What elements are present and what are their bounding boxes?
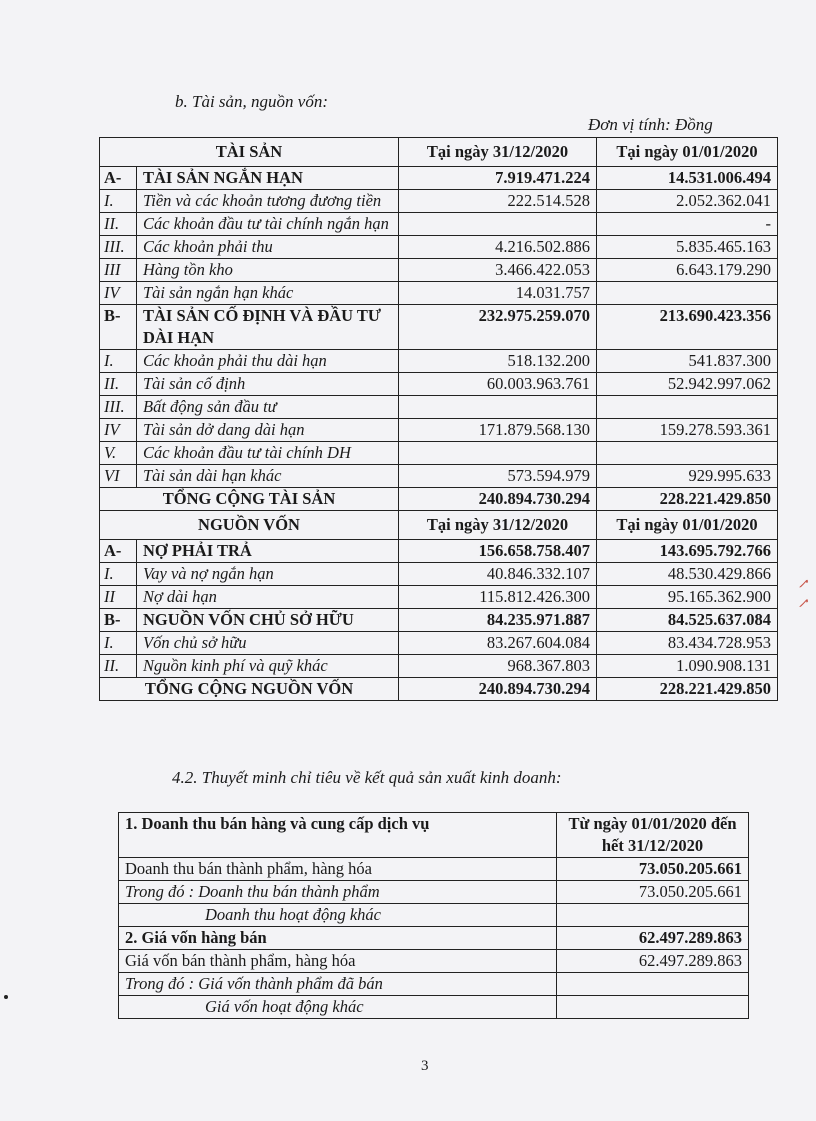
capital_rows-row — [100, 540, 778, 563]
assets_rows-value-2020-12-31: 60.003.963.761 — [399, 373, 597, 396]
capital_rows-code: A- — [100, 540, 137, 563]
assets_rows-value-2020-01-01 — [597, 282, 778, 305]
capital_total-label: TỔNG CỘNG NGUỒN VỐN — [100, 678, 399, 701]
assets_rows-label: Tài sản cố định — [137, 373, 399, 396]
capital_rows-value-2020-01-01: 83.434.728.953 — [597, 632, 778, 655]
assets_rows-value-2020-01-01: 213.690.423.356 — [597, 305, 778, 350]
assets_rows-row — [100, 259, 778, 282]
assets_rows-value-2020-12-31 — [399, 213, 597, 236]
capital_rows-code: I. — [100, 632, 137, 655]
capital_rows-value-2020-12-31: 156.658.758.407 — [399, 540, 597, 563]
balance-sheet-body — [100, 138, 778, 701]
income-row — [119, 858, 749, 881]
assets_rows-code: III — [100, 259, 137, 282]
capital_rows-label: Vốn chủ sở hữu — [137, 632, 399, 655]
capital_rows-code: I. — [100, 563, 137, 586]
income-row-label: Trong đó : Doanh thu bán thành phẩm — [119, 881, 557, 904]
income-row-value: 73.050.205.661 — [557, 858, 749, 881]
assets_rows-label: Tài sản ngắn hạn khác — [137, 282, 399, 305]
assets_rows-label: TÀI SẢN NGẮN HẠN — [137, 167, 399, 190]
income-row — [119, 996, 749, 1019]
assets_rows-label: Các khoản phải thu dài hạn — [137, 350, 399, 373]
income-row-label: Doanh thu hoạt động khác — [119, 904, 557, 927]
income-row — [119, 904, 749, 927]
assets_rows-row — [100, 373, 778, 396]
assets_total-row — [100, 488, 778, 511]
assets_rows-value-2020-12-31: 3.466.422.053 — [399, 259, 597, 282]
capital_header-date1: Tại ngày 31/12/2020 — [399, 511, 597, 540]
capital_rows-row — [100, 563, 778, 586]
income-row-value: 62.497.289.863 — [557, 950, 749, 973]
assets_rows-code: B- — [100, 305, 137, 350]
assets_rows-value-2020-01-01: 14.531.006.494 — [597, 167, 778, 190]
income-row — [119, 881, 749, 904]
income-row-label: Giá vốn bán thành phẩm, hàng hóa — [119, 950, 557, 973]
assets_rows-label: Tài sản dài hạn khác — [137, 465, 399, 488]
assets_rows-label: Bất động sản đầu tư — [137, 396, 399, 419]
assets_rows-row — [100, 213, 778, 236]
assets_rows-label: Các khoản đầu tư tài chính DH — [137, 442, 399, 465]
scan-dot — [4, 995, 8, 999]
capital_rows-code: B- — [100, 609, 137, 632]
capital_rows-value-2020-12-31: 968.367.803 — [399, 655, 597, 678]
income-row-value — [557, 904, 749, 927]
assets_rows-value-2020-01-01: 159.278.593.361 — [597, 419, 778, 442]
assets_rows-label: Tài sản dở dang dài hạn — [137, 419, 399, 442]
section-heading: b. Tài sản, nguồn vốn: — [175, 92, 328, 111]
assets_rows-row — [100, 305, 778, 350]
income-row-label: Giá vốn hoạt động khác — [119, 996, 557, 1019]
assets_rows-value-2020-12-31: 7.919.471.224 — [399, 167, 597, 190]
capital_rows-label: Nguồn kinh phí và quỹ khác — [137, 655, 399, 678]
income-row-value — [557, 973, 749, 996]
income-header-row — [119, 813, 749, 858]
assets_rows-value-2020-12-31: 4.216.502.886 — [399, 236, 597, 259]
assets_rows-row — [100, 442, 778, 465]
assets_rows-code: I. — [100, 190, 137, 213]
assets_rows-row — [100, 419, 778, 442]
capital_header-row — [100, 511, 778, 540]
income-header-label: 1. Doanh thu bán hàng và cung cấp dịch vụ — [119, 813, 557, 858]
assets_rows-value-2020-01-01: 2.052.362.041 — [597, 190, 778, 213]
capital_total-row — [100, 678, 778, 701]
assets_rows-label: Tiền và các khoản tương đương tiền — [137, 190, 399, 213]
capital_rows-value-2020-01-01: 84.525.637.084 — [597, 609, 778, 632]
assets_rows-row — [100, 396, 778, 419]
assets_rows-value-2020-01-01: - — [597, 213, 778, 236]
assets_rows-code: IV — [100, 282, 137, 305]
assets_rows-value-2020-01-01: 52.942.997.062 — [597, 373, 778, 396]
assets_rows-value-2020-12-31: 232.975.259.070 — [399, 305, 597, 350]
assets_rows-value-2020-12-31: 518.132.200 — [399, 350, 597, 373]
assets_rows-value-2020-12-31: 573.594.979 — [399, 465, 597, 488]
assets_rows-code: III. — [100, 396, 137, 419]
assets_total-value-2020-01-01: 228.221.429.850 — [597, 488, 778, 511]
margin-stamp-mark: ✓ ✓ — [798, 574, 813, 610]
capital_rows-value-2020-12-31: 40.846.332.107 — [399, 563, 597, 586]
assets_rows-code: IV — [100, 419, 137, 442]
income-row-label: 2. Giá vốn hàng bán — [119, 927, 557, 950]
capital_rows-value-2020-01-01: 48.530.429.866 — [597, 563, 778, 586]
capital_rows-value-2020-12-31: 83.267.604.084 — [399, 632, 597, 655]
capital_rows-label: Nợ dài hạn — [137, 586, 399, 609]
income-table — [118, 812, 749, 1019]
capital_rows-row — [100, 586, 778, 609]
income-row-value: 62.497.289.863 — [557, 927, 749, 950]
section2-heading: 4.2. Thuyết minh chỉ tiêu về kết quả sản xuất kinh doanh: — [172, 768, 562, 787]
assets_rows-value-2020-12-31: 171.879.568.130 — [399, 419, 597, 442]
income-header-period: Từ ngày 01/01/2020 đến hết 31/12/2020 — [557, 813, 749, 858]
capital_header-label: NGUỒN VỐN — [100, 511, 399, 540]
assets_rows-value-2020-12-31: 14.031.757 — [399, 282, 597, 305]
income-row-value — [557, 996, 749, 1019]
assets_rows-label: Hàng tồn kho — [137, 259, 399, 282]
income-body — [119, 813, 749, 1019]
page-number: 3 — [421, 1058, 429, 1074]
capital_total-value-2020-01-01: 228.221.429.850 — [597, 678, 778, 701]
assets_rows-label: Các khoản phải thu — [137, 236, 399, 259]
assets_total-value-2020-12-31: 240.894.730.294 — [399, 488, 597, 511]
assets_rows-code: II. — [100, 213, 137, 236]
capital_header-date2: Tại ngày 01/01/2020 — [597, 511, 778, 540]
capital_rows-label: NỢ PHẢI TRẢ — [137, 540, 399, 563]
capital_rows-value-2020-12-31: 84.235.971.887 — [399, 609, 597, 632]
capital_rows-value-2020-01-01: 95.165.362.900 — [597, 586, 778, 609]
capital_rows-row — [100, 655, 778, 678]
balance-sheet-table — [99, 137, 778, 701]
income-row-value: 73.050.205.661 — [557, 881, 749, 904]
assets_rows-row — [100, 190, 778, 213]
assets_rows-row — [100, 282, 778, 305]
assets_rows-code: III. — [100, 236, 137, 259]
assets_rows-row — [100, 236, 778, 259]
assets_rows-value-2020-12-31 — [399, 396, 597, 419]
income-row-label: Trong đó : Giá vốn thành phẩm đã bán — [119, 973, 557, 996]
capital_rows-code: II — [100, 586, 137, 609]
capital_rows-value-2020-01-01: 143.695.792.766 — [597, 540, 778, 563]
assets-header-date2: Tại ngày 01/01/2020 — [597, 138, 778, 167]
assets_rows-value-2020-01-01: 929.995.633 — [597, 465, 778, 488]
capital_rows-row — [100, 609, 778, 632]
capital_rows-label: NGUỒN VỐN CHỦ SỞ HỮU — [137, 609, 399, 632]
assets_rows-value-2020-01-01 — [597, 396, 778, 419]
assets_rows-code: I. — [100, 350, 137, 373]
assets_rows-label: Các khoản đầu tư tài chính ngắn hạn — [137, 213, 399, 236]
assets-header-date1: Tại ngày 31/12/2020 — [399, 138, 597, 167]
assets-header-label: TÀI SẢN — [100, 138, 399, 167]
capital_rows-label: Vay và nợ ngắn hạn — [137, 563, 399, 586]
income-row — [119, 950, 749, 973]
assets_rows-value-2020-12-31 — [399, 442, 597, 465]
capital_rows-row — [100, 632, 778, 655]
assets_rows-value-2020-12-31: 222.514.528 — [399, 190, 597, 213]
capital_total-value-2020-12-31: 240.894.730.294 — [399, 678, 597, 701]
income-row — [119, 927, 749, 950]
assets_rows-value-2020-01-01: 6.643.179.290 — [597, 259, 778, 282]
assets-header-row — [100, 138, 778, 167]
capital_rows-code: II. — [100, 655, 137, 678]
assets_rows-code: II. — [100, 373, 137, 396]
assets_rows-value-2020-01-01: 541.837.300 — [597, 350, 778, 373]
assets_total-label: TỔNG CỘNG TÀI SẢN — [100, 488, 399, 511]
assets_rows-code: V. — [100, 442, 137, 465]
assets_rows-value-2020-01-01: 5.835.465.163 — [597, 236, 778, 259]
assets_rows-row — [100, 167, 778, 190]
capital_rows-value-2020-01-01: 1.090.908.131 — [597, 655, 778, 678]
assets_rows-code: A- — [100, 167, 137, 190]
income-row-label: Doanh thu bán thành phẩm, hàng hóa — [119, 858, 557, 881]
assets_rows-value-2020-01-01 — [597, 442, 778, 465]
assets_rows-code: VI — [100, 465, 137, 488]
income-row — [119, 973, 749, 996]
assets_rows-label: TÀI SẢN CỐ ĐỊNH VÀ ĐẦU TƯ DÀI HẠN — [137, 305, 399, 350]
capital_rows-value-2020-12-31: 115.812.426.300 — [399, 586, 597, 609]
assets_rows-row — [100, 350, 778, 373]
unit-label: Đơn vị tính: Đồng — [588, 115, 713, 134]
assets_rows-row — [100, 465, 778, 488]
